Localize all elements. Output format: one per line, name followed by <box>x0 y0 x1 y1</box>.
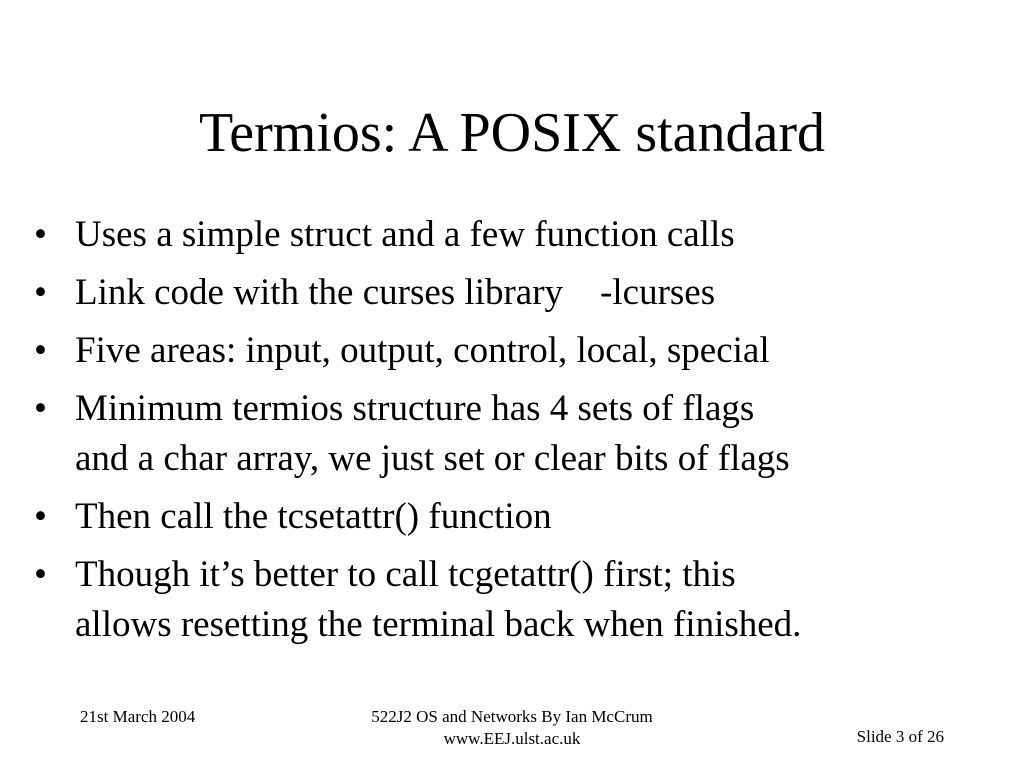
bullet-text-line: Five areas: input, output, control, local, special <box>75 330 770 371</box>
bullet-point-icon: • <box>34 330 47 371</box>
bullet-text-line: Minimum termios structure has 4 sets of flags <box>75 388 755 429</box>
footer-website: www.EEJ.ulst.ac.uk <box>443 729 581 748</box>
bullet-point-icon: • <box>34 388 47 429</box>
bullet-point-icon: • <box>34 554 47 595</box>
bullet-point-icon: • <box>34 496 47 537</box>
slide-title: Termios: A POSIX standard <box>198 102 826 164</box>
footer-course-title: 522J2 OS and Networks By Ian McCrum <box>371 707 653 726</box>
bullet-item <box>0 210 1024 260</box>
bullet-point-icon: • <box>34 272 47 313</box>
bullet-text-line: Though it’s better to call tcgetattr() first; this <box>75 554 736 595</box>
bullet-item <box>0 492 1024 542</box>
bullet-item <box>0 326 1024 376</box>
footer-course-info <box>312 706 712 750</box>
slide-number: Slide 3 of 26 <box>856 727 944 746</box>
bullet-list <box>0 210 1024 658</box>
bullet-text-line: Then call the tcsetattr() function <box>75 496 552 537</box>
bullet-text-line: Uses a simple struct and a few function calls <box>75 214 735 255</box>
bullet-text-line: allows resetting the terminal back when finished. <box>75 604 802 645</box>
bullet-text-line: Link code with the curses library -lcurses <box>75 272 716 313</box>
footer-date: 21st March 2004 <box>80 707 196 726</box>
bullet-item <box>0 268 1024 318</box>
bullet-item <box>0 384 1024 484</box>
bullet-item <box>0 550 1024 650</box>
bullet-point-icon: • <box>34 214 47 255</box>
bullet-text-line: and a char array, we just set or clear bits of flags <box>75 438 790 479</box>
